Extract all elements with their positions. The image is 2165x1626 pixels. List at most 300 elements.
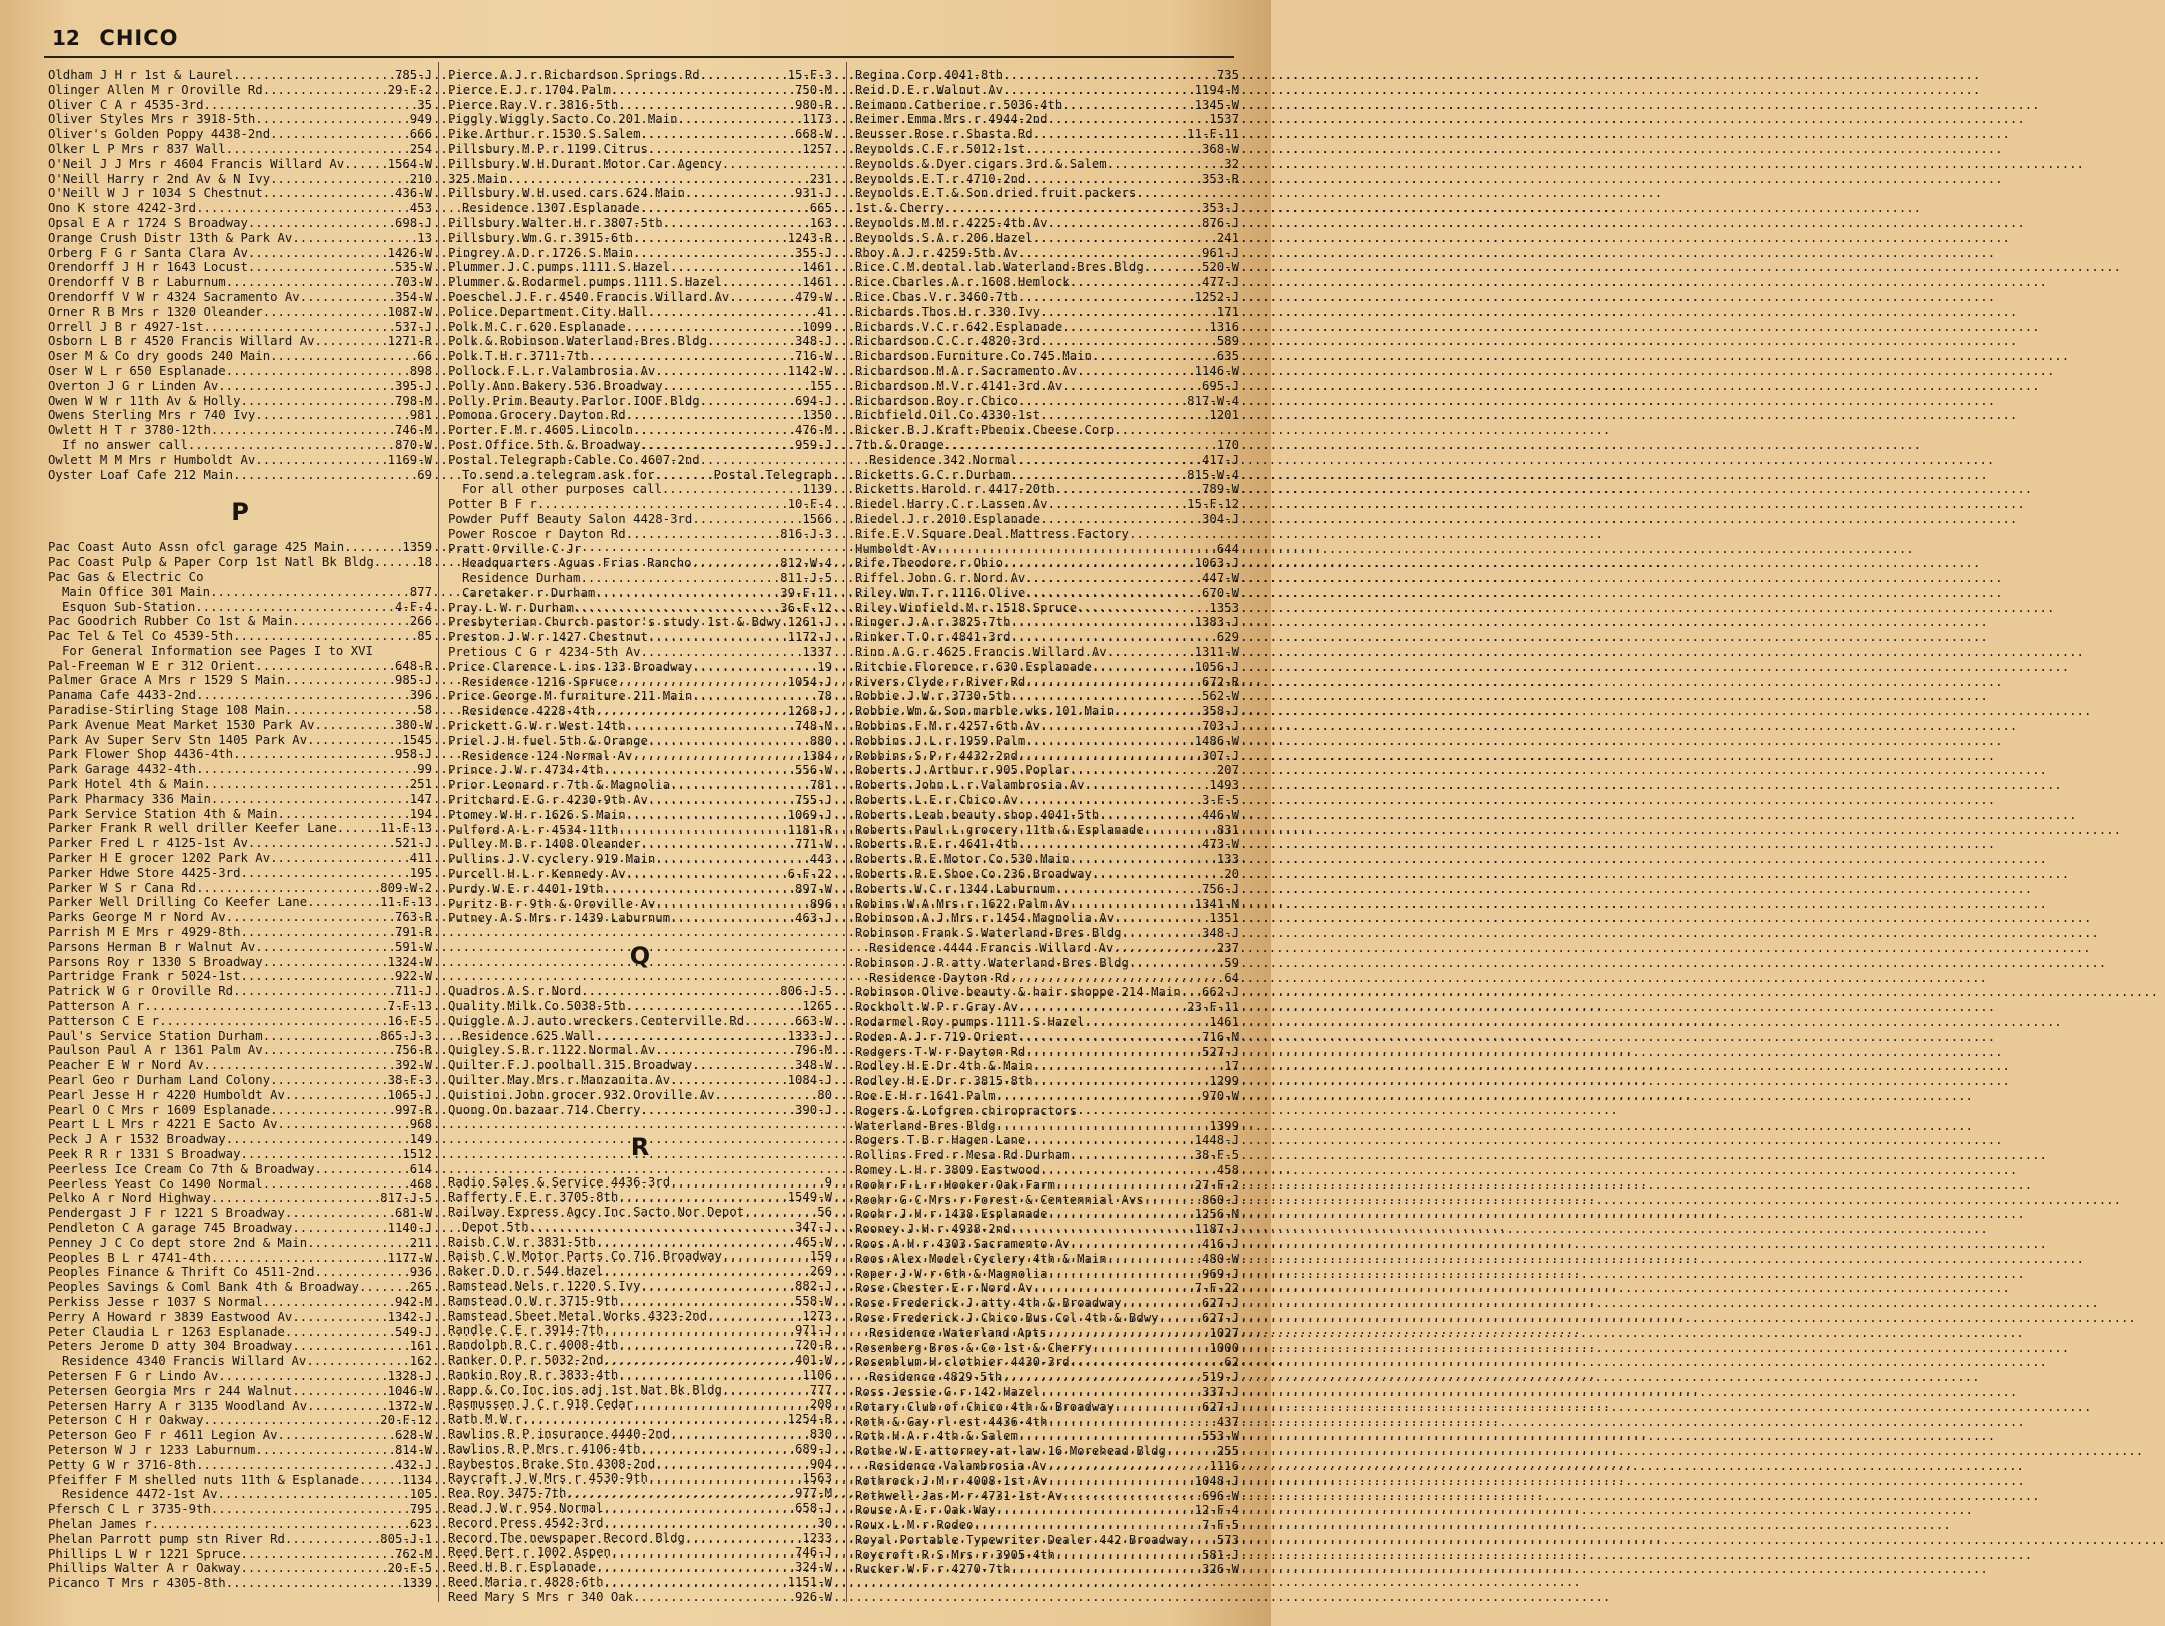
phone-number: 7-F-13 (387, 999, 432, 1014)
listing-name: Patrick W G r Oroville Rd (48, 984, 234, 999)
phone-number: 922-W (394, 969, 432, 984)
listing-entry (48, 881, 432, 896)
listing-entry (855, 112, 1239, 127)
leader-dots (648, 734, 810, 749)
listing-entry (855, 275, 1239, 290)
listing-name: Rothwell Jas M r 4731-1st Av (855, 1488, 1063, 1503)
listing-name: Peters Jerome D atty 304 Broadway (48, 1339, 293, 1354)
phone-number: 798-M (394, 393, 432, 408)
listing-name: Osborn L B r 4520 Francis Willard Av (48, 334, 315, 349)
phone-number: 746-M (394, 423, 432, 438)
phone-number: 558-W (794, 1293, 832, 1308)
listing-name: Ramstead O W r 3715-9th (448, 1293, 619, 1308)
leader-dots (1122, 1296, 1202, 1311)
leader-dots (1114, 1400, 1202, 1415)
listing-entry (48, 127, 432, 142)
leader-dots (255, 408, 409, 423)
listing-entry (855, 1429, 1239, 1444)
listing-entry (448, 1073, 832, 1088)
phone-number: 458 (1216, 1162, 1239, 1177)
leader-dots (1018, 394, 1187, 409)
listing-entry (855, 1000, 1239, 1015)
listing-entry (48, 246, 432, 261)
leader-dots (633, 231, 787, 246)
phone-number: 1512 (402, 1146, 432, 1161)
phone-number: 1252-J (1194, 289, 1239, 304)
listing-entry (48, 969, 432, 984)
listing-name: Reid D E r Walnut Av (855, 82, 1004, 97)
leader-dots (1003, 68, 1217, 83)
phone-number: 41 (817, 304, 832, 319)
listing-entry (855, 1163, 1239, 1178)
listing-entry (448, 1014, 832, 1029)
listing-name: Orendorff V W r 4324 Sacramento Av (48, 289, 300, 304)
phone-number: 648-R (394, 658, 432, 673)
phone-number: 64 (1224, 970, 1239, 985)
leader-dots (633, 246, 795, 261)
listing-entry (855, 1518, 1239, 1533)
phone-number: 19 (817, 659, 832, 674)
listing-entry (448, 157, 832, 172)
phone-number: 58 (417, 703, 432, 718)
leader-dots (700, 394, 795, 409)
leader-dots (744, 1205, 817, 1220)
phone-number: 971-J (794, 1323, 832, 1338)
listing-name: Raker D D r 544 Hazel (448, 1264, 604, 1279)
leader-dots (196, 881, 380, 896)
listing-name: Railway Express Agcy Inc Sacto Nor Depot (448, 1204, 745, 1219)
phone-number: 811-J-5 (780, 571, 832, 586)
phone-number: 703-W (394, 275, 432, 290)
listing-name: Rankin Roy R r 3833-4th (448, 1367, 619, 1382)
listing-name: Raybestos Brake Stn 4308-2nd (448, 1456, 656, 1471)
listing-name: Robinson A J Mrs r 1454 Magnolia Av (855, 911, 1115, 926)
listing-name: Rogers & Lofgren chiropractors (855, 1103, 1078, 1118)
leader-dots (617, 675, 787, 690)
listing-name: Pearl Jesse H r 4220 Humboldt Av (48, 1087, 285, 1102)
leader-dots (1107, 645, 1195, 660)
listing-name: Putney A S Mrs r 1439 Laburnum (448, 911, 671, 926)
listing-name: Quilter F J poolhall 315 Broadway (448, 1058, 693, 1073)
listing-name: Riedel J r 2010 Esplanade (855, 511, 1041, 526)
phone-number: 1254-R (787, 1412, 832, 1427)
phone-number: 417-J (1201, 452, 1239, 467)
listing-name: Rhoy A J r 4259-5th Av (855, 245, 1018, 260)
leader-dots (1055, 882, 1202, 897)
listing-entry (448, 497, 832, 512)
listing-entry (855, 734, 1239, 749)
listing-name: Ricketts G C r Durham (855, 467, 1011, 482)
listing-entry (448, 1279, 832, 1294)
leader-dots (248, 260, 395, 275)
listing-entry (48, 1191, 432, 1206)
listing-name: Richardson M A r Sacramento Av (855, 363, 1078, 378)
phone-number: 670-W (1201, 585, 1239, 600)
leader-dots (1048, 1207, 1195, 1222)
listing-entry (48, 821, 432, 836)
listing-name: Richards Thos H r 330 Ivy (855, 304, 1041, 319)
listing-name: Opsal E A r 1724 S Broadway (48, 215, 248, 230)
phone-number: 155 (809, 378, 832, 393)
listing-name: Priel J H fuel 5th & Orange (448, 733, 648, 748)
listing-name: Residence 342 Normal (869, 452, 1018, 467)
listing-name: Rosenblum H clothier 4430-3rd (855, 1355, 1070, 1370)
listing-name: Roper J W r 6th & Magnolia (855, 1266, 1048, 1281)
listing-name: Pac Gas & Electric Co (48, 569, 204, 584)
phone-number: 1177-W (387, 1250, 432, 1265)
listing-name: Richardson M V r 4141-3rd Av (855, 378, 1063, 393)
leader-dots (1040, 408, 1209, 423)
phone-number: 358-J (1201, 704, 1239, 719)
listing-name: Preston J W r 1427 Chestnut (448, 630, 648, 645)
leader-dots (1092, 349, 1217, 364)
listing-entry (448, 601, 832, 616)
header-rule (44, 56, 1234, 58)
listing-name: Reed H B r Esplanade (448, 1560, 597, 1575)
listing-entry (48, 364, 432, 379)
phone-number: 477-J (1201, 275, 1239, 290)
phone-number: 896 (809, 896, 832, 911)
phone-number: 897-W (794, 881, 832, 896)
listing-name: Rawlins R P Mrs r 4106-4th (448, 1441, 641, 1456)
listing-name: Petersen Georgia Mrs r 244 Walnut (48, 1383, 293, 1398)
leader-dots (263, 305, 388, 320)
listing-name: Rinker T O r 4841-3rd (855, 630, 1011, 645)
listing-name: Residence 4829-5th (869, 1370, 1003, 1385)
leader-dots (1188, 1533, 1217, 1548)
phone-number: 1426-W (387, 245, 432, 260)
phone-number: 672-R (1201, 674, 1239, 689)
listing-name: Royal Portable Typewriter Dealer 442 Broadway (855, 1532, 1189, 1547)
listing-entry (448, 260, 832, 275)
listing-entry (855, 201, 1239, 216)
phone-number: 1116 (1209, 1458, 1239, 1473)
listing-name: Parker H E grocer 1202 Park Av (48, 851, 271, 866)
listing-name: Parker Well Drilling Co Keefer Lane (48, 895, 308, 910)
phone-number: 562-W (1201, 689, 1239, 704)
listing-name: Petersen Harry A r 3135 Woodland Av (48, 1398, 308, 1413)
listing-name: Residence 625 Wall (462, 1028, 596, 1043)
listing-name: Prince J W r 4734-4th (448, 763, 604, 778)
listing-name: Ricketts Harold r 4417-20th (855, 482, 1055, 497)
listing-name: Prickett G W r West 14th (448, 719, 626, 734)
phone-number: 812-W-4 (780, 556, 832, 571)
phone-number: 1461 (1209, 1015, 1239, 1029)
phone-number: 62 (1224, 1355, 1239, 1370)
listing-entry (448, 882, 832, 897)
phone-number: 480-W (1201, 1251, 1239, 1266)
listing-name: Pfersch C L r 3735-9th (48, 1502, 211, 1517)
listing-name: Rodgers T W r Dayton Rd (855, 1044, 1026, 1059)
listing-entry (448, 1294, 832, 1309)
phone-number: 337-J (1201, 1384, 1239, 1399)
listing-name: Reynolds E T r 4710-2nd (855, 171, 1026, 186)
listing-entry (448, 837, 832, 852)
phone-number: 1384 (802, 748, 832, 763)
listing-name: Prior Leonard r 7th & Magnolia (448, 778, 671, 793)
listing-name: Panama Cafe 4433-2nd (48, 688, 197, 703)
leader-dots (374, 555, 417, 570)
listing-name: Humboldt Av (855, 541, 937, 556)
leader-dots (196, 762, 417, 777)
listing-name: Puritz B r 9th & Oroville Av (448, 896, 656, 911)
leader-dots (626, 408, 803, 423)
leader-dots (670, 1175, 824, 1190)
phone-number: 904 (809, 1456, 832, 1471)
leader-dots (315, 1265, 410, 1280)
leader-dots (337, 821, 380, 836)
leader-dots (633, 423, 795, 438)
phone-number: 1027 (1209, 1325, 1239, 1340)
listing-name: Pollock F L r Valambrosia Av (448, 363, 656, 378)
listing-entry (48, 1428, 432, 1443)
listing-entry (48, 1339, 432, 1354)
leader-dots (633, 1590, 795, 1605)
listing-name: Rogers T B r Hagen Lane (855, 1133, 1026, 1148)
listing-name: Residence 1216 Spruce (462, 674, 618, 689)
listing-name: Randle C E r 3914-7th (448, 1323, 604, 1338)
leader-dots (1048, 1415, 1217, 1430)
listing-entry (855, 601, 1239, 616)
phone-number: 716-W (794, 349, 832, 364)
listing-entry (448, 689, 832, 704)
listing-entry (48, 1265, 432, 1280)
listing-entry (855, 1562, 1239, 1577)
listing-entry (448, 1516, 832, 1531)
leader-dots (196, 688, 410, 703)
listing-entry (48, 1295, 432, 1310)
listing-entry (448, 423, 832, 438)
phone-number: 817-J-5 (380, 1191, 432, 1206)
leader-dots (359, 1473, 402, 1488)
phone-number: 20-F-5 (387, 1561, 432, 1576)
listing-entry (448, 793, 832, 808)
page-header (52, 26, 179, 56)
listing-entry (448, 704, 832, 719)
listing-entry (855, 1385, 1239, 1400)
phone-number: 581-J (1201, 1547, 1239, 1562)
listing-entry (448, 749, 832, 764)
listing-entry (855, 1074, 1239, 1089)
listing-entry (48, 1043, 432, 1058)
listing-entry (855, 852, 1239, 867)
leader-dots (211, 1502, 410, 1517)
phone-number: 99 (417, 762, 432, 777)
phone-number: 629 (1216, 630, 1239, 645)
leader-dots (663, 216, 810, 231)
listing-name: Phillips Walter A r Oakway (48, 1561, 241, 1576)
phone-number: 10-F-4 (787, 497, 832, 512)
listing-entry (448, 675, 832, 690)
phone-number: 453 (409, 201, 432, 216)
listing-name: Pullins J V cyclery 919 Main (448, 852, 656, 867)
phone-number: 535-W (394, 260, 432, 275)
listing-name: Pal-Freeman W E r 312 Orient (48, 658, 256, 673)
listing-entry (855, 808, 1239, 823)
leader-dots (1025, 142, 1202, 157)
listing-name: Rife Theodore r Ohio (855, 556, 1004, 571)
listing-name: 1st & Cherry (855, 201, 944, 216)
leader-dots (263, 186, 395, 201)
leader-dots (522, 1412, 788, 1427)
listing-entry (48, 438, 432, 453)
listing-entry (855, 1341, 1239, 1356)
leader-dots (292, 614, 409, 629)
phone-number: 348-J (794, 334, 832, 349)
listing-name: Polk M C r 620 Esplanade (448, 319, 626, 334)
leader-dots (263, 1029, 380, 1044)
phone-number: 194 (409, 806, 432, 821)
phone-number: 1151-W (787, 1574, 832, 1589)
leader-dots (1055, 482, 1202, 497)
leader-dots (618, 823, 787, 838)
phone-number: 694-J (794, 393, 832, 408)
leader-dots (278, 807, 410, 822)
listing-entry (855, 408, 1239, 423)
listing-name: Rapp & Co Inc ins adj 1st Nat Bk Bldg (448, 1382, 722, 1397)
leader-dots (692, 660, 817, 675)
listing-entry (855, 971, 1239, 986)
leader-dots (633, 1397, 810, 1412)
leader-dots (655, 364, 787, 379)
listing-name: Rose Chester E r Nord Av (855, 1281, 1033, 1296)
phone-number: 1549-W (787, 1190, 832, 1205)
listing-name: Powder Puff Beauty Salon 4428-3rd (448, 511, 693, 526)
listing-name: Roth & Gay rl est 4436-4th (855, 1414, 1048, 1429)
listing-entry (855, 1548, 1239, 1563)
leader-dots (685, 186, 795, 201)
leader-dots (255, 940, 395, 955)
phone-number: 1311-W (1194, 645, 1239, 660)
phone-number: 36-F-12 (780, 600, 832, 615)
phone-number: 161 (409, 1339, 432, 1354)
listing-name: Robbie Wm & Son marble wks 101 Main (855, 704, 1115, 719)
listing-name: Penney J C Co dept store 2nd & Main (48, 1235, 308, 1250)
listing-name: Orange Crush Distr 13th & Park Av (48, 230, 293, 245)
phone-number: 1328-J (387, 1368, 432, 1383)
leader-dots (1113, 941, 1216, 956)
listing-entry (48, 1354, 432, 1369)
phone-number: 1063-J (1194, 556, 1239, 571)
leader-dots (292, 1221, 387, 1236)
leader-dots (580, 571, 780, 586)
phone-number: 395-J (394, 378, 432, 393)
listing-entry (48, 866, 432, 881)
listing-entry (855, 586, 1239, 601)
leader-dots (1040, 1385, 1202, 1400)
leader-dots (1018, 290, 1195, 305)
listing-name: Rice Charles A r 1608 Hemlock (855, 275, 1070, 290)
listing-entry (448, 852, 832, 867)
listing-entry (855, 1370, 1239, 1385)
phone-number: 997-R (394, 1102, 432, 1117)
phone-number: 981 (409, 408, 432, 423)
listing-entry (48, 836, 432, 851)
listing-entry (448, 984, 832, 999)
listing-entry (855, 334, 1239, 349)
listing-name: Parker Fred L r 4125-1st Av (48, 836, 248, 851)
listing-entry (855, 867, 1239, 882)
phone-number: 1084-J (787, 1073, 832, 1087)
listing-entry (48, 1413, 432, 1428)
phone-number: 1187-J (1194, 1222, 1239, 1237)
listing-entry (855, 763, 1239, 778)
leader-dots (670, 778, 810, 793)
listing-name: Pac Coast Pulp & Paper Corp 1st Natl Bk Bldg (48, 555, 374, 570)
leader-dots (1033, 1059, 1225, 1074)
phone-number: 716-M (1201, 1029, 1239, 1044)
phone-number: 1273 (802, 1308, 832, 1323)
listing-name: 325 Main (448, 171, 508, 186)
leader-dots (1018, 837, 1202, 852)
listing-name: Reusser Rose r Shasta Rd (855, 127, 1033, 142)
leader-dots (1010, 630, 1216, 645)
phone-number: 520-W (1201, 260, 1239, 275)
phone-number: 898 (409, 363, 432, 378)
phone-number: 556-W (794, 763, 832, 778)
leader-dots (626, 527, 780, 542)
listing-name: Reed Mary S Mrs r 340 Oak (448, 1589, 634, 1604)
phone-number: 831 (1216, 822, 1239, 837)
listing-name: Potter B F r (448, 497, 537, 512)
leader-dots (603, 1516, 817, 1531)
phone-number: 711-J (394, 984, 432, 999)
phone-number: 1106 (802, 1367, 832, 1382)
leader-dots (1159, 1311, 1202, 1326)
leader-dots (603, 882, 794, 897)
phone-number: 1054-J (787, 674, 832, 689)
phone-number: 436-W (394, 186, 432, 201)
listing-name: Park Hotel 4th & Main (48, 777, 204, 792)
listing-entry (448, 512, 832, 527)
leader-dots (1055, 1548, 1202, 1563)
listing-name: Rosenberg Bros & Co 1st & Cherry (855, 1340, 1092, 1355)
phone-number: 1316 (1209, 319, 1239, 334)
listing-name: Perkiss Jesse r 1037 S Normal (48, 1294, 263, 1309)
phone-number: 463-J (794, 911, 832, 926)
leader-dots (278, 1428, 395, 1443)
listing-entry (48, 1029, 432, 1044)
phone-number: 324-W (794, 1560, 832, 1575)
listing-name: Richards V C r 642 Esplanade (855, 319, 1063, 334)
listing-name: Peerless Ice Cream Co 7th & Broadway (48, 1161, 315, 1176)
listing-name: Richardson Furniture Co 745 Main (855, 349, 1092, 364)
listing-entry (48, 1473, 432, 1488)
leader-dots (1070, 897, 1195, 912)
phone-number: 1351 (1209, 911, 1239, 926)
leader-dots (692, 1058, 795, 1073)
phone-number: 1359 (402, 540, 432, 555)
listing-entry (448, 867, 832, 882)
phone-number: 627-J (1201, 1399, 1239, 1414)
phone-number: 573 (1216, 1532, 1239, 1547)
leader-dots (1122, 926, 1202, 941)
listing-entry (48, 1014, 432, 1029)
phone-number: 38-F-5 (1194, 1148, 1239, 1163)
leader-dots (217, 1487, 409, 1502)
listing-entry (48, 925, 432, 940)
listing-entry (48, 157, 432, 172)
listing-name: Pulford A L r 4534-11th (448, 822, 619, 837)
listing-name: Roberts R E Shoe Co 236 Broadway (855, 867, 1092, 882)
listing-name: Depot 5th (462, 1219, 529, 1234)
listing-entry (448, 1264, 832, 1279)
listing-entry (48, 1547, 432, 1562)
listing-name: Rivers Clyde r River Rd (855, 674, 1026, 689)
leader-dots (1144, 1193, 1202, 1208)
listing-name: Police Department City Hall (448, 304, 648, 319)
listing-name: Postal Telegraph-Cable Co 4607-2nd (448, 452, 700, 467)
